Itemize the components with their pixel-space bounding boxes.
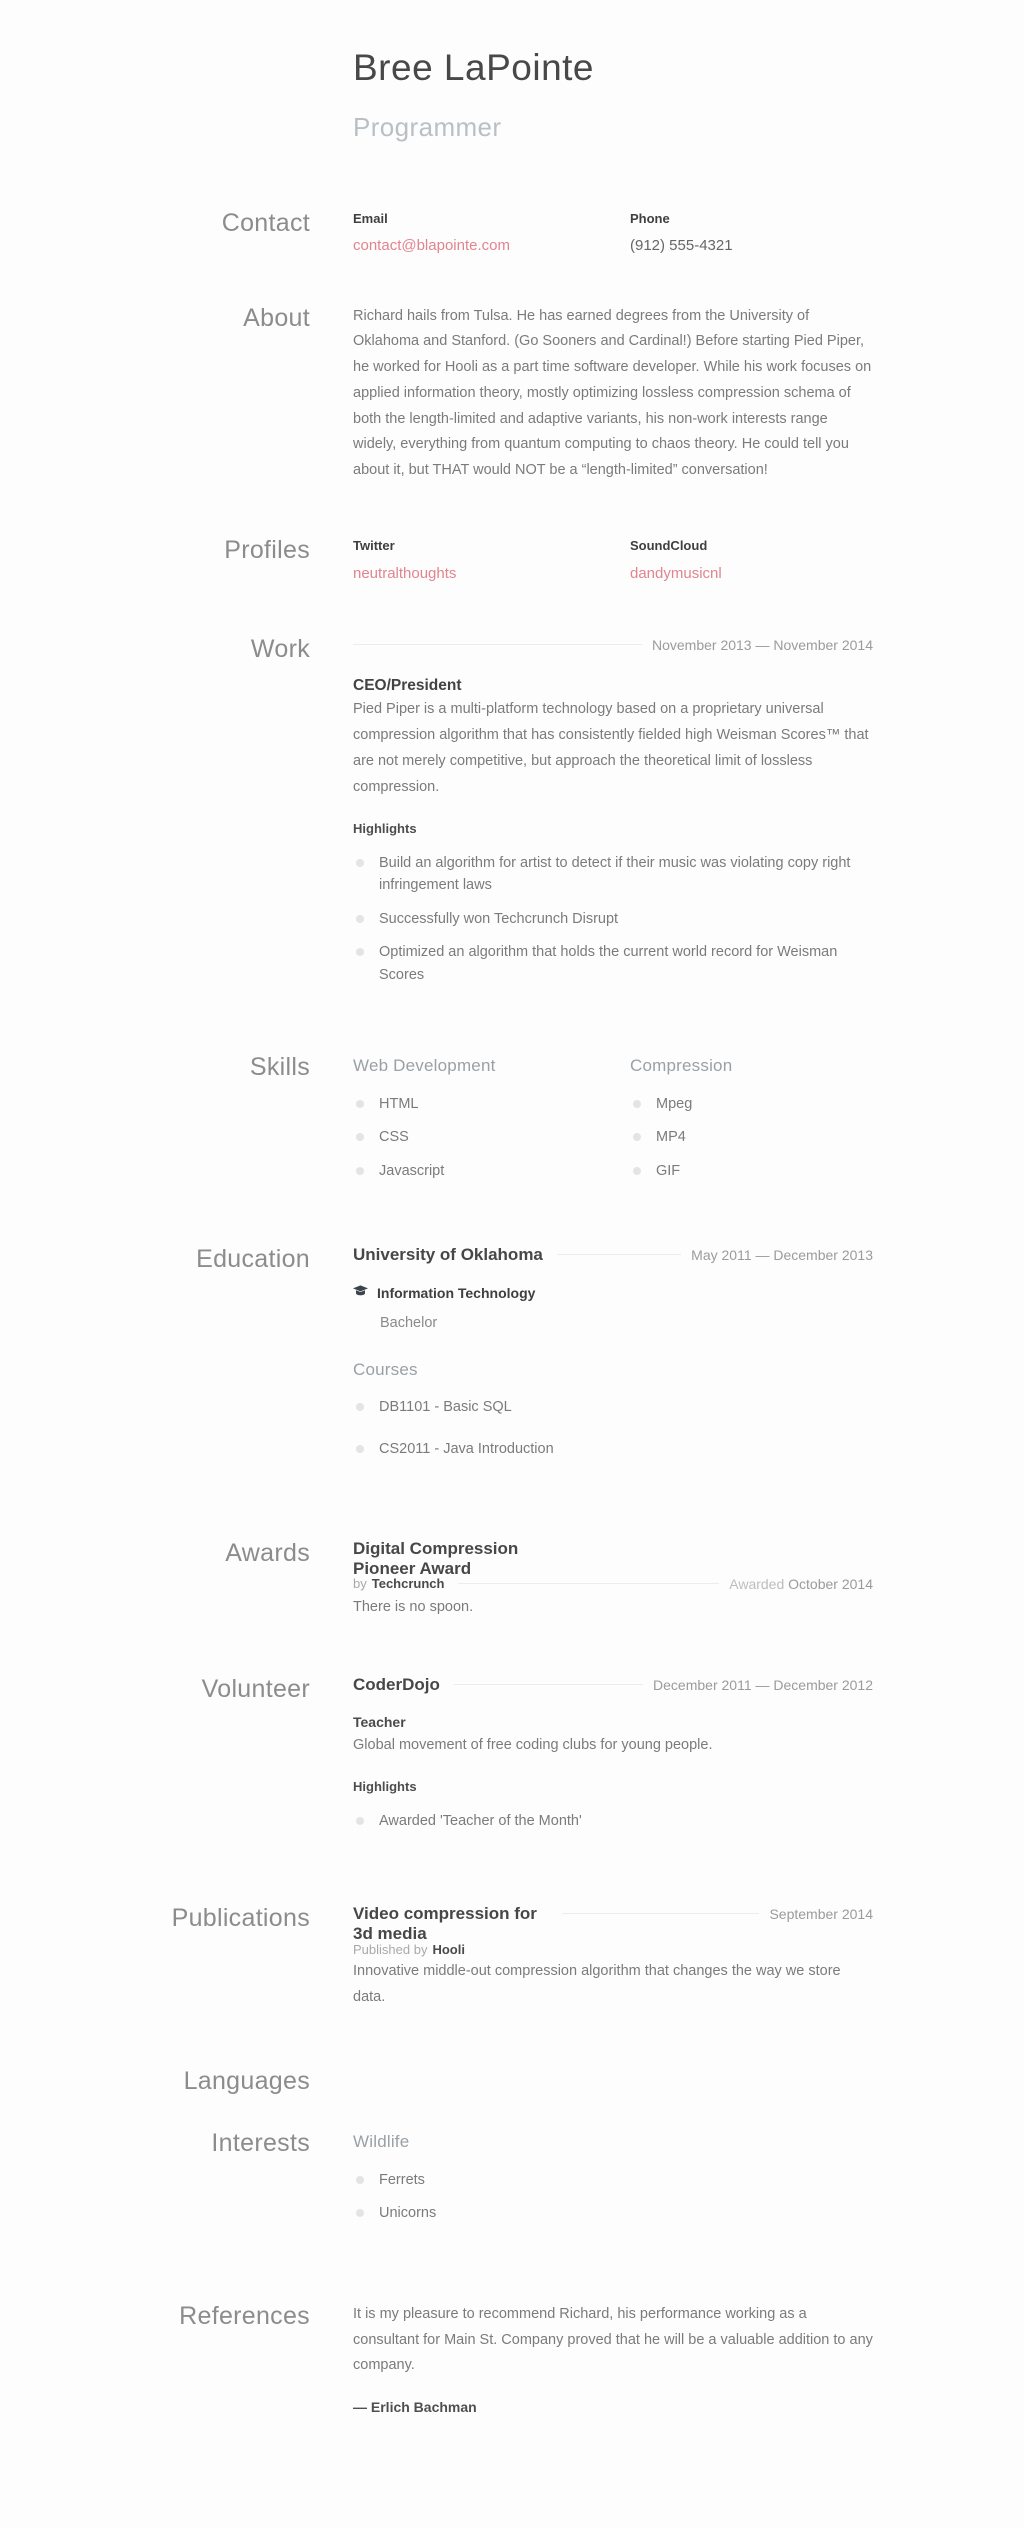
skill-group-name: Web Development: [353, 1056, 496, 1076]
section-label-contact: Contact: [221, 208, 310, 237]
interest-keyword: Ferrets: [353, 2169, 630, 2191]
award-subtitle-row: [353, 1574, 873, 1595]
education-item-header: [353, 1245, 873, 1266]
soundcloud-username-link[interactable]: dandymusicnl: [630, 564, 722, 582]
skill-keyword: HTML: [353, 1093, 630, 1115]
skill-keywords-list: [630, 1093, 907, 1182]
publication-title: Video compression for 3d media: [353, 1903, 537, 1943]
publication-published-label: Published by: [353, 1941, 428, 1957]
section-skills: [0, 1053, 1024, 1193]
section-label-skills: Skills: [249, 1053, 310, 1082]
publication-date: September 2014: [769, 1905, 873, 1922]
award-item-header: [353, 1538, 873, 1578]
publication-divider: [562, 1913, 759, 1914]
interest-group-wildlife: [353, 2129, 630, 2224]
reference-signature: — Erlich Bachman: [353, 2399, 477, 2416]
section-education: [0, 1245, 1024, 1481]
education-courses-heading: Courses: [353, 1359, 418, 1379]
section-label-awards: Awards: [225, 1538, 310, 1567]
section-label-references: References: [179, 2301, 310, 2330]
section-profiles: [0, 536, 1024, 585]
work-summary: Pied Piper is a multi-platform technology based on a proprietary universal compression algorithm that has consistently fielded high Weisman Scores™ that are not merely competitive, but approach the theoretical limit of lossless compression.: [353, 701, 869, 795]
section-label-publications: Publications: [171, 1903, 310, 1932]
award-title: Digital Compression Pioneer Award: [353, 1538, 519, 1578]
contact-phone-block: [630, 209, 907, 258]
section-references: [0, 2302, 1024, 2418]
person-name: Bree LaPointe: [353, 47, 595, 88]
phone-label: Phone: [630, 210, 670, 226]
award-awarder: Techcrunch: [371, 1575, 445, 1591]
reference-text: It is my pleasure to recommend Richard, his performance working as a consultant for Main St. Company proved that he will be a valuable addition to any company.: [353, 2305, 873, 2374]
volunteer-highlight-item: Awarded 'Teacher of the Month': [353, 1810, 873, 1832]
education-area: Information Technology: [377, 1285, 536, 1302]
section-label-profiles: Profiles: [224, 536, 310, 565]
section-about: [0, 304, 1024, 485]
person-job-title: Programmer: [353, 111, 502, 142]
volunteer-date-range: December 2011 — December 2012: [653, 1676, 873, 1693]
volunteer-divider: [454, 1684, 643, 1685]
graduation-cap-icon: [353, 1282, 368, 1305]
volunteer-highlights-list: [353, 1810, 873, 1832]
skill-group-compression: [630, 1053, 907, 1193]
course-item: DB1101 - Basic SQL: [353, 1396, 873, 1418]
section-label-work: Work: [250, 635, 310, 664]
section-awards: [0, 1539, 1024, 1621]
email-link[interactable]: contact@blapointe.com: [353, 237, 510, 254]
education-date-range: May 2011 — December 2013: [691, 1247, 873, 1264]
section-label-languages: Languages: [183, 2066, 310, 2095]
section-label-volunteer: Volunteer: [201, 1674, 310, 1703]
volunteer-organization: CoderDojo: [353, 1674, 440, 1694]
education-courses-list: [353, 1396, 873, 1461]
twitter-label: Twitter: [353, 538, 395, 554]
section-work: [0, 635, 1024, 997]
work-highlights-heading: Highlights: [353, 820, 417, 836]
interest-group-name: Wildlife: [353, 2132, 410, 2152]
email-label: Email: [353, 210, 388, 226]
award-date: [729, 1574, 873, 1595]
resume-header: [0, 40, 1024, 147]
phone-value: (912) 555-4321: [630, 237, 733, 254]
contact-email-block: [353, 209, 630, 258]
work-position: CEO/President: [353, 677, 462, 695]
work-highlight-item: Build an algorithm for artist to detect if their music was violating copy right infringement laws: [353, 852, 873, 897]
skill-keyword: Mpeg: [630, 1093, 907, 1115]
skill-keyword: GIF: [630, 1160, 907, 1182]
publication-publisher: Hooli: [432, 1941, 465, 1957]
skill-keywords-list: [353, 1093, 630, 1182]
award-summary: There is no spoon.: [353, 1598, 474, 1615]
skill-keyword: MP4: [630, 1126, 907, 1148]
volunteer-item-header: [353, 1675, 873, 1696]
work-date-range: November 2013 — November 2014: [651, 637, 873, 654]
section-label-education: Education: [196, 1245, 310, 1274]
work-highlight-item: Successfully won Techcrunch Disrupt: [353, 908, 873, 930]
section-label-about: About: [243, 303, 310, 332]
publication-subtitle-row: [353, 1940, 873, 1960]
section-interests: [0, 2129, 1024, 2235]
education-degree: Bachelor: [380, 1314, 438, 1331]
education-divider: [557, 1254, 681, 1255]
award-awarded-label: Awarded: [729, 1575, 785, 1592]
work-highlights-list: [353, 852, 873, 986]
education-institution: University of Oklahoma: [353, 1245, 543, 1265]
twitter-username-link[interactable]: neutralthoughts: [353, 564, 457, 582]
publication-item-header: [353, 1903, 873, 1943]
publication-summary: Innovative middle-out compression algorithm that changes the way we store data.: [353, 1963, 841, 2005]
award-by-label: by: [353, 1575, 367, 1591]
skill-group-web-development: [353, 1053, 630, 1193]
about-text: Richard hails from Tulsa. He has earned degrees from the University of Oklahoma and Stanford. (Go Sooners and Cardinal!) Before starting Pied Piper, he worked for Hooli as a part time software developer. While his work focuses on applied information theory, mostly optimizing lossless compression schema of both the length-limited and adaptive variants, his non-work interests range widely, everything from quantum computing to chaos theory. He could tell you about it, but THAT would NOT be a “length-limited” conversation!: [353, 307, 872, 479]
award-divider: [458, 1583, 719, 1584]
profile-twitter-block: [353, 536, 630, 585]
skill-group-name: Compression: [630, 1056, 733, 1076]
section-volunteer: [0, 1675, 1024, 1844]
work-item-header: [353, 635, 873, 656]
interest-keywords-list: [353, 2169, 630, 2225]
award-date-value: October 2014: [788, 1575, 873, 1592]
course-item: CS2011 - Java Introduction: [353, 1438, 873, 1460]
volunteer-summary: Global movement of free coding clubs for young people.: [353, 1736, 713, 1753]
section-label-interests: Interests: [211, 2129, 310, 2158]
volunteer-position: Teacher: [353, 1713, 406, 1730]
work-divider: [353, 644, 642, 645]
profile-soundcloud-block: [630, 536, 907, 585]
skill-keyword: CSS: [353, 1126, 630, 1148]
volunteer-highlights-heading: Highlights: [353, 1778, 417, 1794]
section-languages: [0, 2067, 1024, 2096]
section-publications: [0, 1904, 1024, 2011]
interest-keyword: Unicorns: [353, 2202, 630, 2224]
section-contact: [0, 209, 1024, 258]
skill-keyword: Javascript: [353, 1160, 630, 1182]
education-area-row: [353, 1282, 873, 1305]
work-highlight-item: Optimized an algorithm that holds the current world record for Weisman Scores: [353, 941, 873, 986]
soundcloud-label: SoundCloud: [630, 538, 708, 554]
